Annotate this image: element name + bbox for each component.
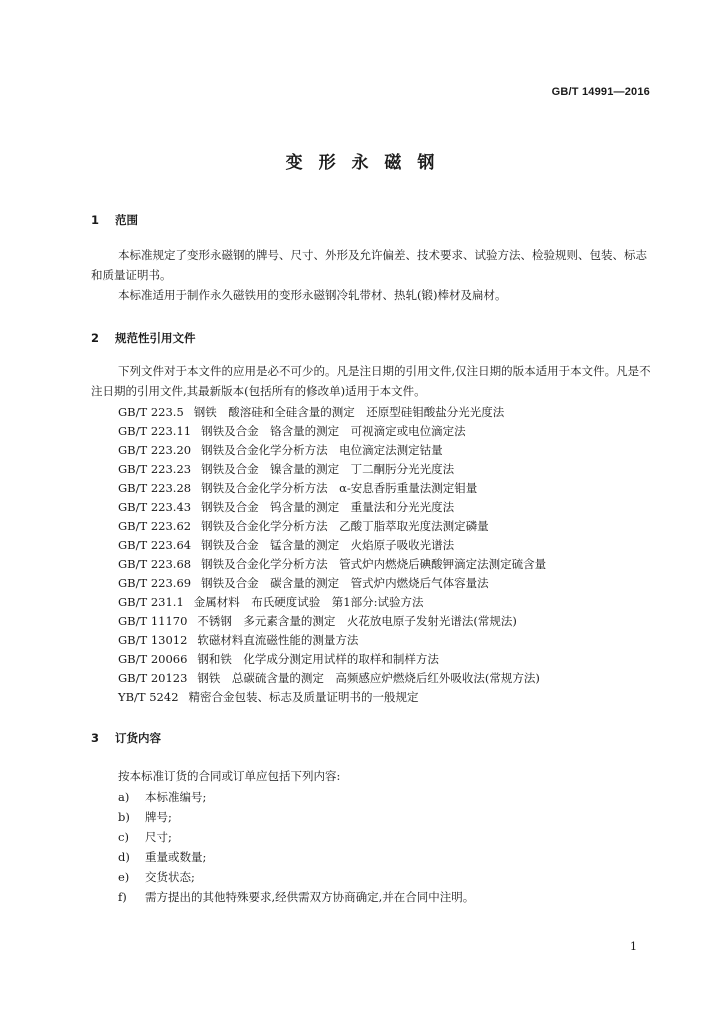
reference-title: 钢铁及合金 铬含量的测定 可视滴定或电位滴定法 [201, 424, 466, 438]
reference-code: GB/T 223.20 [118, 443, 192, 457]
section-1-paragraph-1: 本标准规定了变形永磁钢的牌号、尺寸、外形及允许偏差、技术要求、试验方法、检验规则、包装、标志和质量证明书。 [91, 248, 647, 282]
section-1-heading [91, 212, 138, 228]
reference-code: GB/T 223.64 [118, 538, 192, 552]
section-2-number: 2 [91, 331, 100, 345]
reference-title: 金属材料 布氏硬度试验 第1部分:试验方法 [193, 595, 424, 609]
list-item-text: 本标准编号; [145, 790, 207, 804]
list-item-label: c) [118, 830, 129, 844]
section-2-intro: 下列文件对于本文件的应用是必不可少的。凡是注日期的引用文件,仅注日期的版本适用于本文件。凡是不注日期的引用文件,其最新版本(包括所有的修改单)适用于本文件。 [91, 364, 651, 398]
reference-item [118, 613, 517, 629]
reference-title: 精密合金包装、标志及质量证明书的一般规定 [188, 690, 419, 704]
reference-item [118, 423, 466, 439]
reference-title: 钢铁及合金化学分析方法 管式炉内燃烧后碘酸钾滴定法测定硫含量 [201, 557, 547, 571]
reference-code: GB/T 20123 [118, 671, 188, 685]
section-1-paragraph-2: 本标准适用于制作永久磁铁用的变形永磁钢冷轧带材、热轧(锻)棒材及扁材。 [118, 288, 507, 302]
section-1-number: 1 [91, 213, 100, 227]
reference-item [118, 670, 540, 686]
reference-item [118, 594, 423, 610]
reference-code: GB/T 223.23 [118, 462, 192, 476]
reference-title: 钢铁及合金化学分析方法 α-安息香肟重量法测定钼量 [201, 481, 478, 495]
list-item [118, 829, 172, 845]
list-item-label: a) [118, 790, 130, 804]
list-item-text: 需方提出的其他特殊要求,经供需双方协商确定,并在合同中注明。 [145, 890, 475, 904]
section-2-title: 规范性引用文件 [115, 331, 196, 345]
section-3-title: 订货内容 [115, 731, 161, 745]
reference-code: GB/T 11170 [118, 614, 188, 628]
section-3-heading [91, 730, 161, 746]
reference-code: GB/T 223.69 [118, 576, 192, 590]
list-item [118, 889, 474, 905]
reference-title: 软磁材料直流磁性能的测量方法 [197, 633, 359, 647]
reference-title: 钢铁及合金 镍含量的测定 丁二酮肟分光光度法 [201, 462, 455, 476]
reference-code: GB/T 231.1 [118, 595, 184, 609]
reference-code: GB/T 223.5 [118, 405, 184, 419]
reference-title: 钢铁及合金 碳含量的测定 管式炉内燃烧后气体容量法 [201, 576, 489, 590]
document-title: 变 形 永 磁 钢 [285, 153, 440, 173]
section-3-number: 3 [91, 731, 100, 745]
reference-code: GB/T 223.43 [118, 500, 192, 514]
list-item [118, 789, 206, 805]
reference-title: 钢铁及合金 锰含量的测定 火焰原子吸收光谱法 [201, 538, 455, 552]
section-1-title: 范围 [115, 213, 138, 227]
reference-title: 钢和铁 化学成分测定用试样的取样和制样方法 [197, 652, 439, 666]
reference-item [118, 651, 439, 667]
list-item-text: 牌号; [145, 810, 172, 824]
reference-code: GB/T 13012 [118, 633, 188, 647]
list-item [118, 869, 195, 885]
list-item-text: 尺寸; [145, 830, 172, 844]
section-3-intro: 按本标准订货的合同或订单应包括下列内容: [118, 769, 341, 783]
reference-code: GB/T 20066 [118, 652, 188, 666]
list-item-text: 重量或数量; [145, 850, 207, 864]
reference-item [118, 632, 358, 648]
standard-number: GB/T 14991—2016 [551, 86, 650, 98]
reference-item [118, 480, 477, 496]
list-item-text: 交货状态; [145, 870, 195, 884]
reference-code: GB/T 223.68 [118, 557, 192, 571]
reference-code: GB/T 223.28 [118, 481, 192, 495]
reference-item [118, 537, 454, 553]
reference-title: 钢铁及合金化学分析方法 电位滴定法测定钴量 [201, 443, 443, 457]
list-item [118, 809, 172, 825]
reference-code: YB/T 5242 [118, 690, 179, 704]
list-item-label: f) [118, 890, 127, 904]
list-item-label: b) [118, 810, 130, 824]
list-item-label: e) [118, 870, 130, 884]
reference-title: 钢铁及合金 钨含量的测定 重量法和分光光度法 [201, 500, 455, 514]
reference-title: 钢铁 总碳硫含量的测定 高频感应炉燃烧后红外吸收法(常规方法) [197, 671, 540, 685]
reference-item [118, 689, 419, 705]
reference-code: GB/T 223.62 [118, 519, 192, 533]
reference-title: 不锈钢 多元素含量的测定 火花放电原子发射光谱法(常规法) [197, 614, 517, 628]
page-number: 1 [630, 940, 637, 953]
reference-code: GB/T 223.11 [118, 424, 192, 438]
reference-item [118, 461, 454, 477]
list-item [118, 849, 206, 865]
reference-item [118, 404, 504, 420]
reference-title: 钢铁及合金化学分析方法 乙酸丁脂萃取光度法测定磷量 [201, 519, 489, 533]
list-item-label: d) [118, 850, 130, 864]
reference-item [118, 499, 454, 515]
reference-title: 钢铁 酸溶硅和全硅含量的测定 还原型硅钼酸盐分光光度法 [193, 405, 505, 419]
section-2-heading [91, 330, 196, 346]
reference-item [118, 442, 443, 458]
reference-item [118, 575, 489, 591]
reference-item [118, 556, 546, 572]
reference-item [118, 518, 489, 534]
